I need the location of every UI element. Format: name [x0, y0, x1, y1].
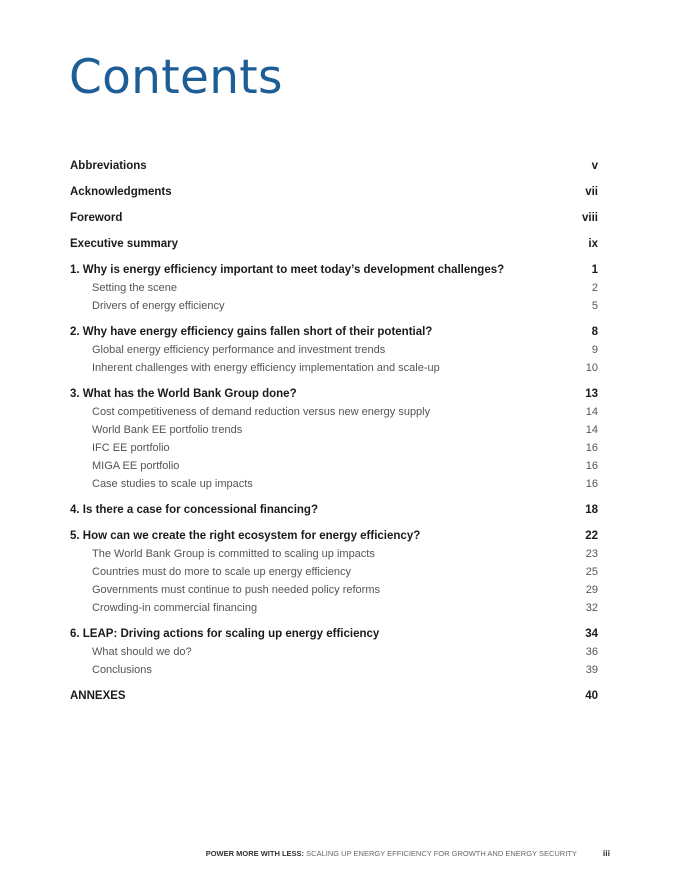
toc-subentry[interactable] — [70, 403, 598, 421]
toc-entry-page: 8 — [591, 326, 598, 338]
toc-entry-page: 40 — [585, 690, 598, 702]
toc-subentry-label: MIGA EE portfolio — [92, 460, 180, 472]
toc-entry[interactable] — [70, 527, 598, 545]
toc-subentry[interactable] — [70, 359, 598, 377]
toc-entry-label: 3. What has the World Bank Group done? — [70, 388, 297, 400]
table-of-contents — [70, 157, 598, 705]
toc-entry-page: 18 — [585, 504, 598, 516]
toc-entry[interactable] — [70, 501, 598, 519]
toc-subentry[interactable] — [70, 563, 598, 581]
toc-subentry[interactable] — [70, 661, 598, 679]
toc-entry-label: 4. Is there a case for concessional financing? — [70, 504, 318, 516]
toc-entry-label: Abbreviations — [70, 160, 147, 172]
toc-subentry-label: Inherent challenges with energy efficiency implementation and scale-up — [92, 362, 440, 374]
footer-running-title — [206, 849, 577, 858]
page-footer — [206, 848, 610, 858]
toc-subentry[interactable] — [70, 341, 598, 359]
toc-entry-label: 1. Why is energy efficiency important to meet today’s development challenges? — [70, 264, 505, 276]
toc-subentry-page: 16 — [585, 460, 598, 472]
toc-subentry-page: 25 — [585, 566, 598, 578]
toc-subentry-label: What should we do? — [92, 646, 192, 658]
toc-entry-page: 1 — [591, 264, 598, 276]
toc-entry-page: vii — [585, 186, 598, 198]
toc-subentry-label: Case studies to scale up impacts — [92, 478, 253, 490]
toc-subentry[interactable] — [70, 279, 598, 297]
toc-subentry[interactable] — [70, 475, 598, 493]
toc-subentry-label: The World Bank Group is committed to scaling up impacts — [92, 548, 375, 560]
toc-entry[interactable] — [70, 625, 598, 643]
toc-subentry-page: 23 — [585, 548, 598, 560]
footer-page-number: iii — [602, 848, 610, 858]
toc-entry-label: 5. How can we create the right ecosystem for energy efficiency? — [70, 530, 421, 542]
toc-entry-page: v — [591, 160, 598, 172]
toc-entry[interactable] — [70, 183, 598, 201]
toc-entry-page: 13 — [585, 388, 598, 400]
toc-entry-label: 2. Why have energy efficiency gains fallen short of their potential? — [70, 326, 433, 338]
toc-entry-label: Foreword — [70, 212, 123, 224]
toc-subentry[interactable] — [70, 457, 598, 475]
toc-subentry-page: 36 — [585, 646, 598, 658]
toc-subentry[interactable] — [70, 545, 598, 563]
toc-entry[interactable] — [70, 261, 598, 279]
footer-title-bold: POWER MORE WITH LESS: — [205, 849, 305, 858]
toc-entry[interactable] — [70, 687, 598, 705]
toc-subentry-page: 32 — [585, 602, 598, 614]
toc-entry[interactable] — [70, 235, 598, 253]
toc-entry-page: viii — [582, 212, 598, 224]
toc-subentry-label: IFC EE portfolio — [92, 442, 170, 454]
page-title: Contents — [69, 50, 283, 105]
toc-subentry-page: 9 — [591, 344, 598, 356]
toc-subentry[interactable] — [70, 421, 598, 439]
toc-subentry-page: 14 — [585, 424, 598, 436]
toc-subentry-label: Countries must do more to scale up energy efficiency — [92, 566, 352, 578]
toc-entry[interactable] — [70, 209, 598, 227]
toc-subentry-page: 39 — [585, 664, 598, 676]
toc-entry[interactable] — [70, 323, 598, 341]
toc-entry[interactable] — [70, 157, 598, 175]
toc-subentry-label: Global energy efficiency performance and investment trends — [92, 344, 386, 356]
toc-subentry[interactable] — [70, 643, 598, 661]
toc-subentry[interactable] — [70, 599, 598, 617]
toc-subentry-page: 5 — [591, 300, 598, 312]
toc-subentry[interactable] — [70, 297, 598, 315]
toc-subentry-label: Conclusions — [92, 664, 152, 676]
toc-subentry-page: 29 — [585, 584, 598, 596]
toc-subentry-page: 2 — [591, 282, 598, 294]
toc-subentry-page: 16 — [585, 478, 598, 490]
toc-subentry[interactable] — [70, 439, 598, 457]
toc-subentry-label: Drivers of energy efficiency — [92, 300, 225, 312]
toc-entry-label: 6. LEAP: Driving actions for scaling up energy efficiency — [70, 628, 380, 640]
toc-subentry-label: Crowding-in commercial financing — [92, 602, 258, 614]
toc-subentry-label: Setting the scene — [92, 282, 178, 294]
toc-subentry-page: 14 — [585, 406, 598, 418]
toc-entry-label: ANNEXES — [70, 690, 126, 702]
toc-subentry[interactable] — [70, 581, 598, 599]
toc-entry-page: 34 — [585, 628, 598, 640]
toc-subentry-label: Cost competitiveness of demand reduction versus new energy supply — [92, 406, 431, 418]
toc-subentry-label: Governments must continue to push needed policy reforms — [92, 584, 380, 596]
toc-entry[interactable] — [70, 385, 598, 403]
toc-entry-label: Executive summary — [70, 238, 179, 250]
toc-entry-label: Acknowledgments — [70, 186, 172, 198]
toc-entry-page: 22 — [585, 530, 598, 542]
toc-entry-page: ix — [588, 238, 598, 250]
toc-subentry-page: 10 — [585, 362, 598, 374]
toc-subentry-label: World Bank EE portfolio trends — [92, 424, 243, 436]
toc-subentry-page: 16 — [585, 442, 598, 454]
footer-title-text: SCALING UP ENERGY EFFICIENCY FOR GROWTH AND ENERGY SECURITY — [306, 849, 577, 858]
